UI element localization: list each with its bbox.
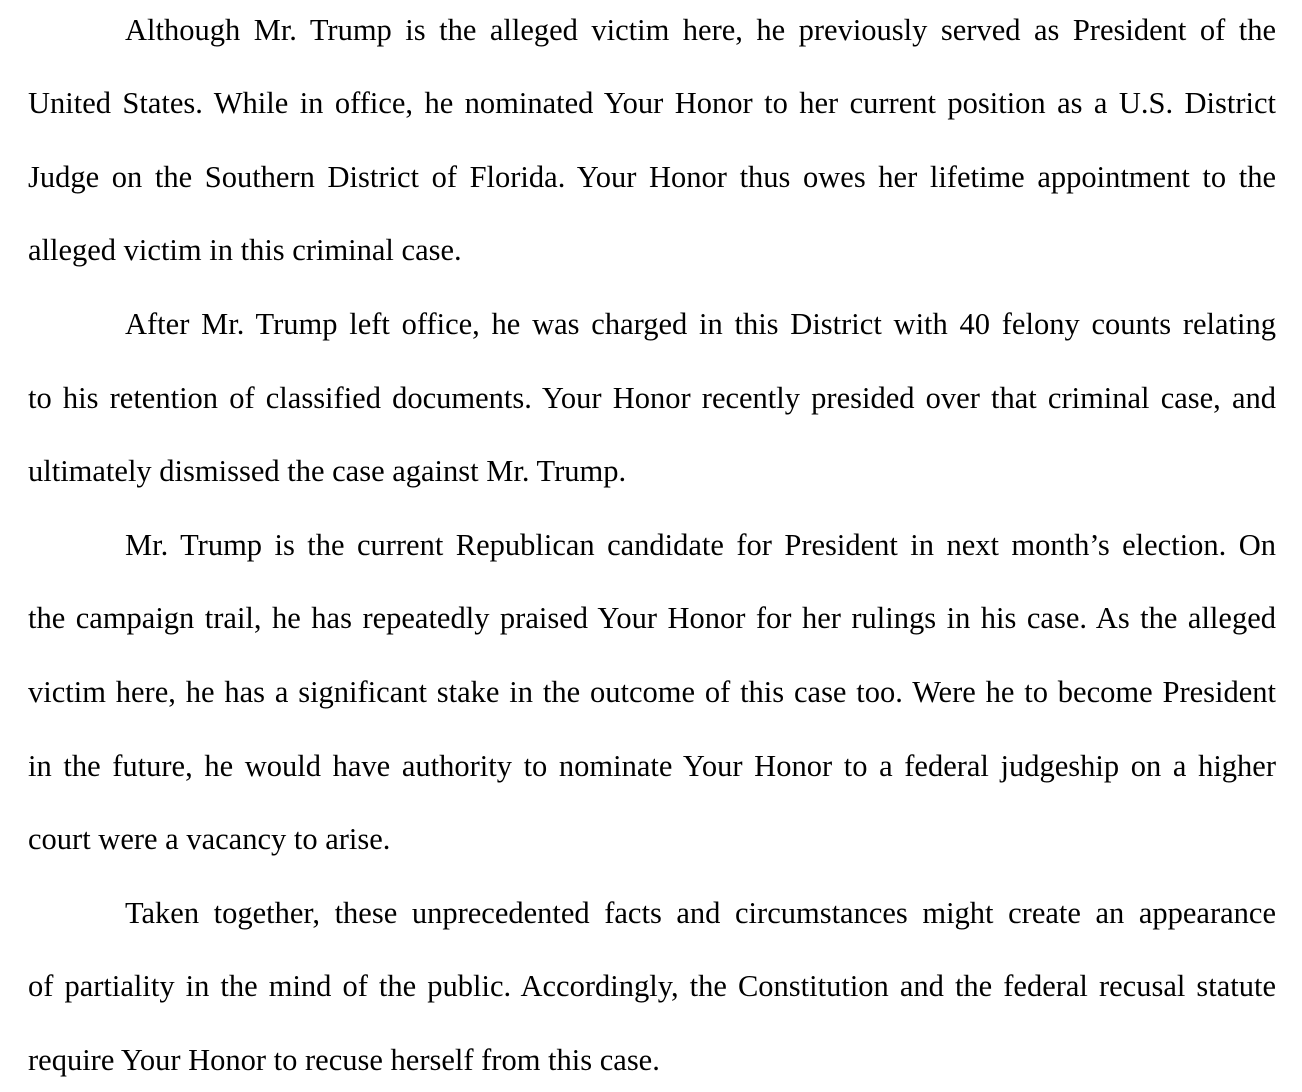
paragraph-line: Judge on the Southern District of Florida. Your Honor thus owes her lifetime appointment to the (28, 160, 1276, 194)
paragraph-line: in the future, he would have authority to nominate Your Honor to a federal judgeship on a higher (28, 749, 1276, 783)
paragraph-line: the campaign trail, he has repeatedly praised Your Honor for her rulings in his case. As the alleged (28, 601, 1276, 635)
paragraph-line: require Your Honor to recuse herself from this case. (28, 1043, 660, 1077)
paragraph-line: United States. While in office, he nominated Your Honor to her current position as a U.S. District (28, 86, 1276, 120)
paragraph-line: Taken together, these unprecedented facts and circumstances might create an appearance (125, 896, 1276, 930)
paragraph-line: Although Mr. Trump is the alleged victim here, he previously served as President of the (125, 13, 1276, 47)
paragraph-line: ultimately dismissed the case against Mr. Trump. (28, 454, 627, 488)
paragraph-line: Mr. Trump is the current Republican candidate for President in next month’s election. On (125, 528, 1276, 562)
paragraph-line: After Mr. Trump left office, he was charged in this District with 40 felony counts relating (125, 307, 1276, 341)
paragraph-line: victim here, he has a significant stake in the outcome of this case too. Were he to become President (28, 675, 1276, 709)
paragraph-line: of partiality in the mind of the public. Accordingly, the Constitution and the federal recusal statute (28, 969, 1276, 1003)
paragraph-line: alleged victim in this criminal case. (28, 233, 462, 267)
paragraph-line: to his retention of classified documents. Your Honor recently presided over that criminal case, and (28, 381, 1276, 415)
paragraph-line: court were a vacancy to arise. (28, 822, 391, 856)
